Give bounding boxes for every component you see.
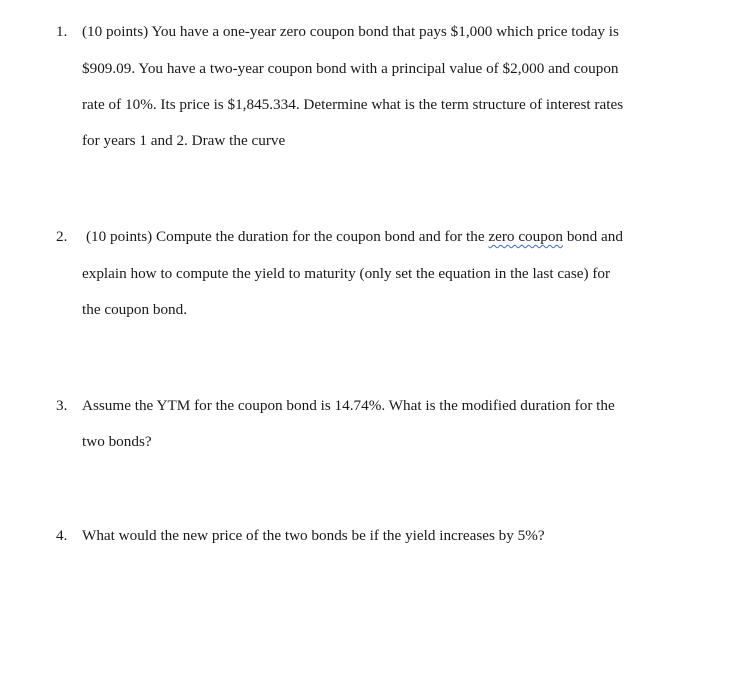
question-number: 2.: [56, 228, 68, 245]
question-text-line: Assume the YTM for the coupon bond is 14.74%. What is the modified duration for the: [82, 397, 615, 414]
question-number: 1.: [56, 23, 68, 40]
question-text-segment: (10 points) Compute the duration for the coupon bond and for the: [86, 228, 489, 245]
question-text-line: $909.09. You have a two-year coupon bond with a principal value of $2,000 and coupon: [82, 60, 619, 77]
question-text-line: explain how to compute the yield to maturity (only set the equation in the last case) for: [82, 265, 611, 282]
question-text-line: for years 1 and 2. Draw the curve: [82, 132, 286, 149]
question-text-segment: bond and: [563, 228, 623, 245]
question-text-line: rate of 10%. Its price is $1,845.334. Determine what is the term structure of interest rates: [82, 96, 624, 113]
question-number: 3.: [56, 397, 68, 414]
question-text-line: What would the new price of the two bonds be if the yield increases by 5%?: [82, 527, 545, 544]
question-text-line: the coupon bond.: [82, 301, 188, 318]
question-text-line: [86, 227, 623, 247]
spellcheck-flagged-phrase: zero coupon: [488, 228, 564, 245]
question-text-line: (10 points) You have a one-year zero coupon bond that pays $1,000 which price today is: [82, 23, 619, 40]
question-number: 4.: [56, 527, 68, 544]
question-text-line: two bonds?: [82, 433, 152, 450]
